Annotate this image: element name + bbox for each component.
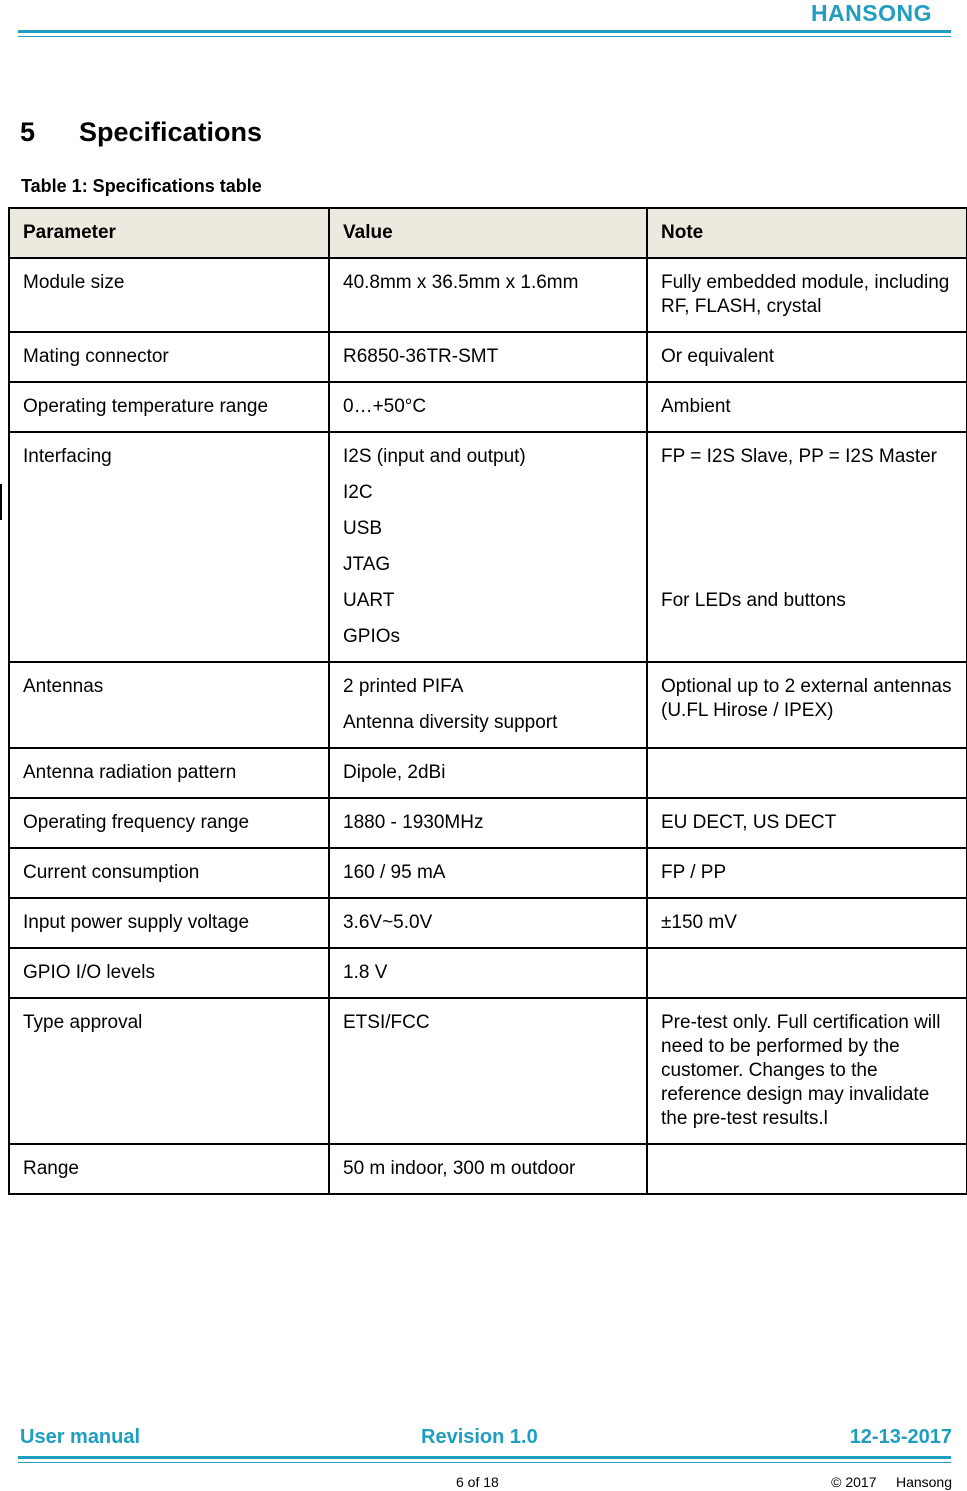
value-line: Antenna diversity support	[343, 712, 558, 733]
table-row	[9, 898, 967, 948]
cell-note	[647, 948, 967, 998]
cell-note: ±150 mV	[647, 898, 967, 948]
cell-value: 1.8 V	[329, 948, 647, 998]
note-text: FP = I2S Slave, PP = I2S Master	[661, 446, 937, 467]
cell-parameter: Operating temperature range	[9, 382, 329, 432]
table-row	[9, 998, 967, 1144]
footer-rule	[18, 1456, 951, 1459]
header-value: Value	[329, 208, 647, 258]
table-row	[9, 748, 967, 798]
cell-value: Dipole, 2dBi	[329, 748, 647, 798]
value-line: I2C	[343, 482, 373, 503]
cell-note	[647, 432, 967, 662]
cell-note	[647, 748, 967, 798]
cell-parameter: Range	[9, 1144, 329, 1194]
value-line: USB	[343, 518, 383, 539]
cell-parameter: Interfacing	[9, 432, 329, 662]
cell-parameter: GPIO I/O levels	[9, 948, 329, 998]
cell-parameter: Antenna radiation pattern	[9, 748, 329, 798]
cell-value: ETSI/FCC	[329, 998, 647, 1144]
cell-note: Or equivalent	[647, 332, 967, 382]
cell-value: 0…+50°C	[329, 382, 647, 432]
cell-note: EU DECT, US DECT	[647, 798, 967, 848]
section-title: Specifications	[79, 117, 263, 147]
cell-value-list	[329, 432, 647, 662]
cell-note: Ambient	[647, 382, 967, 432]
cell-parameter: Input power supply voltage	[9, 898, 329, 948]
cell-value: R6850-36TR-SMT	[329, 332, 647, 382]
table-row	[9, 432, 967, 662]
cell-parameter: Type approval	[9, 998, 329, 1144]
cell-parameter: Module size	[9, 258, 329, 332]
table-row	[9, 948, 967, 998]
header-rule	[18, 30, 951, 33]
footer-doc-type: User manual	[20, 1426, 141, 1448]
section-number: 5	[20, 117, 36, 147]
value-line: UART	[343, 590, 395, 611]
note-text-secondary: For LEDs and buttons	[661, 590, 846, 611]
cell-parameter: Mating connector	[9, 332, 329, 382]
table-row	[9, 798, 967, 848]
copyright: © 2017 Hansong	[831, 1474, 952, 1490]
brand-header: HANSONG	[810, 0, 932, 26]
header-parameter: Parameter	[9, 208, 329, 258]
value-line: GPIOs	[343, 626, 401, 647]
change-bar	[0, 484, 2, 520]
footer-revision: Revision 1.0	[421, 1426, 538, 1448]
cell-note: Optional up to 2 external antennas (U.FL Hirose / IPEX)	[647, 662, 967, 748]
header-note: Note	[647, 208, 967, 258]
table-row	[9, 662, 967, 748]
table-header-row	[9, 208, 967, 258]
table-caption: Table 1: Specifications table	[21, 176, 262, 196]
cell-parameter: Operating frequency range	[9, 798, 329, 848]
cell-value: 40.8mm x 36.5mm x 1.6mm	[329, 258, 647, 332]
table-row	[9, 382, 967, 432]
table-row	[9, 1144, 967, 1194]
footer-rule-thin	[18, 1462, 951, 1463]
cell-parameter: Current consumption	[9, 848, 329, 898]
cell-note: FP / PP	[647, 848, 967, 898]
cell-value: 50 m indoor, 300 m outdoor	[329, 1144, 647, 1194]
value-line: 2 printed PIFA	[343, 676, 464, 697]
cell-value: 160 / 95 mA	[329, 848, 647, 898]
cell-value: 1880 - 1930MHz	[329, 798, 647, 848]
cell-note: Fully embedded module, including RF, FLASH, crystal	[647, 258, 967, 332]
page-number: 6 of 18	[456, 1474, 499, 1490]
cell-note: Pre-test only. Full certification will need to be performed by the customer. Changes to the reference design may invalidate the pre-test results.l	[647, 998, 967, 1144]
specifications-table	[8, 207, 967, 1195]
cell-value-list	[329, 662, 647, 748]
footer-date: 12-13-2017	[849, 1426, 952, 1448]
value-line: I2S (input and output)	[343, 446, 526, 467]
table-row	[9, 258, 967, 332]
cell-note	[647, 1144, 967, 1194]
table-row	[9, 848, 967, 898]
cell-value: 3.6V~5.0V	[329, 898, 647, 948]
table-row	[9, 332, 967, 382]
note-spacer	[661, 469, 954, 589]
cell-parameter: Antennas	[9, 662, 329, 748]
header-rule-thin	[18, 36, 951, 37]
value-line: JTAG	[343, 554, 391, 575]
